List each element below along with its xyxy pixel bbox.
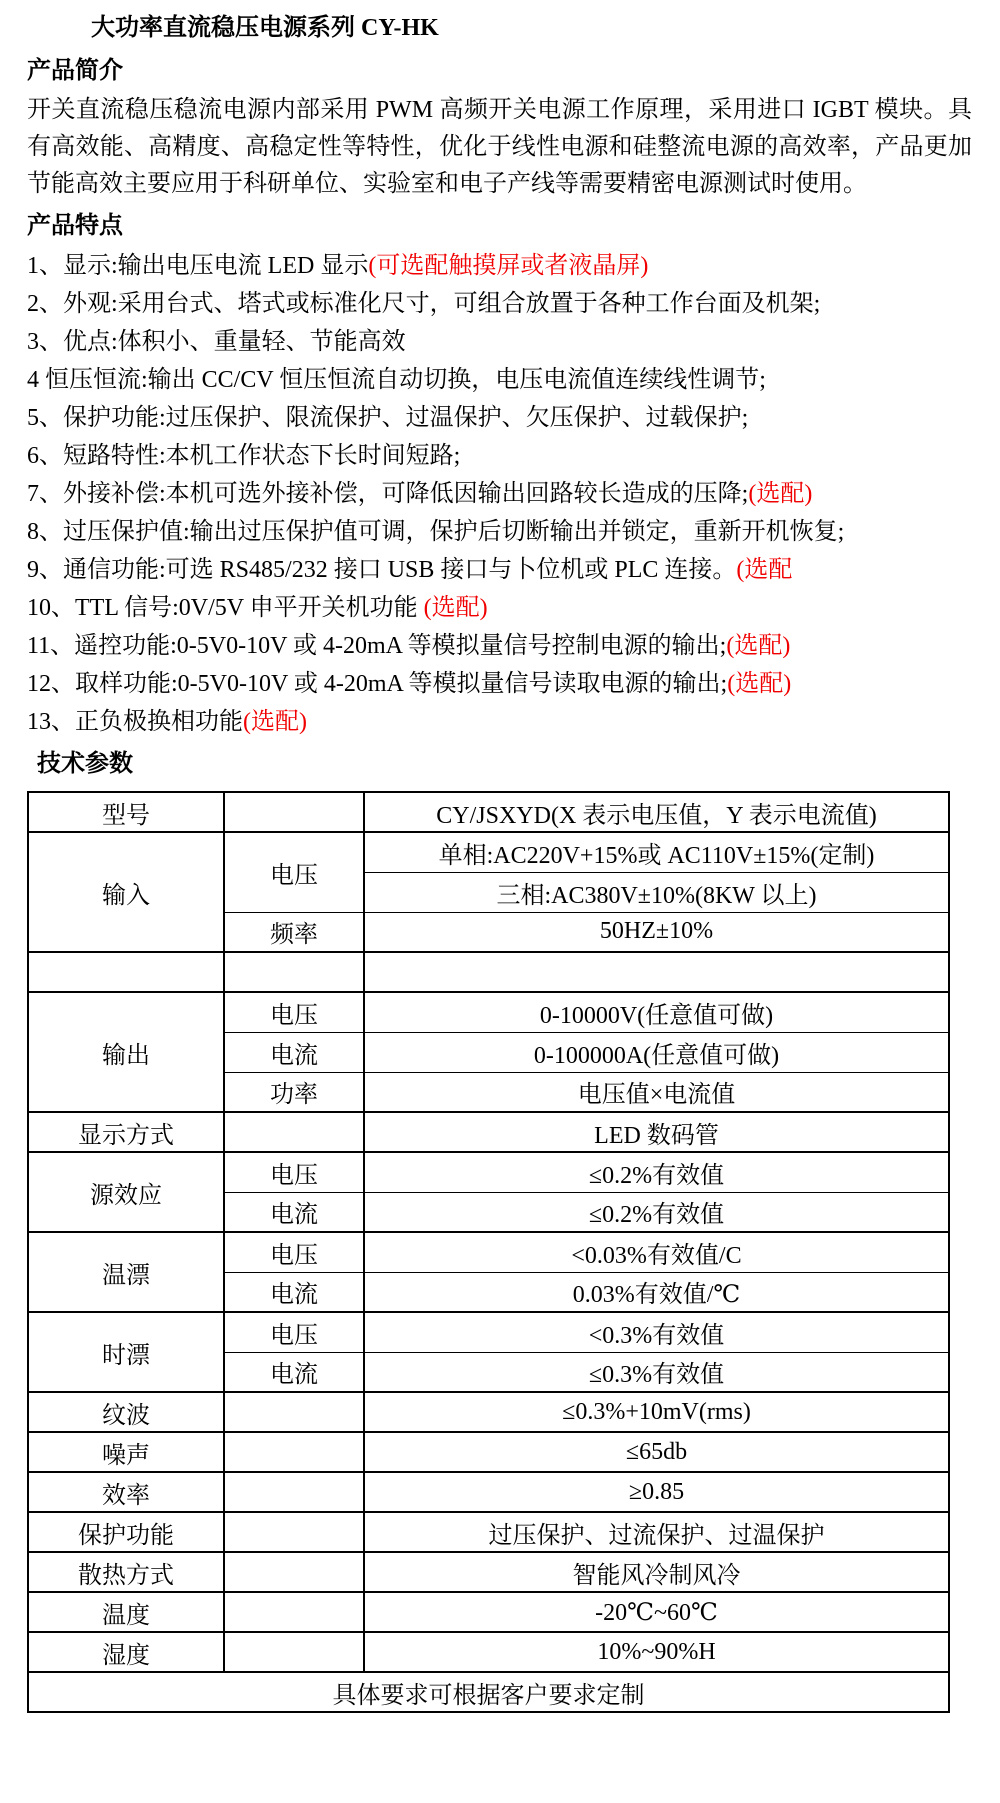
spec-value: LED 数码管 [364, 1112, 949, 1152]
feature-optional-note: (选配) [726, 633, 791, 659]
feature-item-11 [27, 627, 972, 665]
spec-value: ≤0.2%有效值 [364, 1152, 949, 1192]
table-row-input-voltage-1 [28, 832, 949, 872]
spec-sub-label: 电压 [224, 992, 364, 1032]
feature-text: 3、优点:体积小、重量轻、节能高效 [27, 329, 406, 355]
feature-text: 8、过压保护值:输出过压保护值可调，保护后切断输出并锁定，重新开机恢复; [27, 519, 845, 545]
empty-cell [224, 1112, 364, 1152]
spec-value: ≤0.2%有效值 [364, 1192, 949, 1232]
feature-text: 9、通信功能:可选 RS485/232 接口 USB 接口与卜位机或 PLC 连接。 [27, 557, 737, 583]
feature-optional-note: (选配 [736, 557, 793, 583]
table-row-output-voltage [28, 992, 949, 1032]
spec-group-label: 温漂 [28, 1232, 224, 1312]
table-row-temperature [28, 1592, 949, 1632]
spec-label: 型号 [28, 792, 224, 832]
specs-table [27, 791, 950, 1713]
features-list [27, 247, 972, 741]
spec-group-label: 源效应 [28, 1152, 224, 1232]
spec-value: 0.03%有效值/℃ [364, 1272, 949, 1312]
spec-value: <0.3%有效值 [364, 1312, 949, 1352]
table-row-protection [28, 1512, 949, 1552]
features-heading: 产品特点 [27, 213, 123, 239]
spec-label: 显示方式 [28, 1112, 224, 1152]
spec-value: 三相:AC380V±10%(8KW 以上) [364, 872, 949, 912]
spec-sub-label: 电压 [224, 1152, 364, 1192]
spec-sub-label: 功率 [224, 1072, 364, 1112]
feature-text: 11、遥控功能:0-5V0-10V 或 4-20mA 等模拟量信号控制电源的输出; [27, 633, 727, 659]
feature-item-13 [27, 703, 972, 741]
specs-heading: 技术参数 [37, 751, 133, 777]
spec-sub-label: 电压 [224, 1312, 364, 1352]
table-row-ripple [28, 1392, 949, 1432]
table-footer-note: 具体要求可根据客户要求定制 [28, 1672, 949, 1712]
spec-label: 湿度 [28, 1632, 224, 1672]
empty-cell [28, 952, 224, 992]
spec-sub-label: 电流 [224, 1032, 364, 1072]
spec-value: 0-10000V(任意值可做) [364, 992, 949, 1032]
feature-item-5 [27, 399, 972, 437]
feature-item-12 [27, 665, 972, 703]
spec-value: ≥0.85 [364, 1472, 949, 1512]
feature-text: 13、正负极换相功能 [27, 709, 243, 735]
table-row-display [28, 1112, 949, 1152]
spec-sub-label: 电压 [224, 1232, 364, 1272]
page-title: 大功率直流稳压电源系列 CY-HK [91, 15, 439, 41]
spec-value: CY/JSXYD(X 表示电压值，Y 表示电流值) [364, 792, 949, 832]
spec-label: 温度 [28, 1592, 224, 1632]
spec-value: -20℃~60℃ [364, 1592, 949, 1632]
feature-text: 12、取样功能:0-5V0-10V 或 4-20mA 等模拟量信号读取电源的输出; [27, 671, 728, 697]
empty-cell [224, 952, 364, 992]
spec-value: 电压值×电流值 [364, 1072, 949, 1112]
feature-item-8 [27, 513, 972, 551]
spec-label: 噪声 [28, 1432, 224, 1472]
feature-item-10 [27, 589, 972, 627]
table-row-time-drift-voltage [28, 1312, 949, 1352]
feature-text: 1、显示:输出电压电流 LED 显示 [27, 253, 369, 279]
empty-cell [224, 1472, 364, 1512]
spec-value: 50HZ±10% [364, 912, 949, 952]
table-row-model [28, 792, 949, 832]
table-row-efficiency [28, 1472, 949, 1512]
spec-sub-label: 频率 [224, 912, 364, 952]
spec-value: 智能风冷制风冷 [364, 1552, 949, 1592]
empty-cell [224, 1512, 364, 1552]
spec-value: 0-100000A(任意值可做) [364, 1032, 949, 1072]
feature-text: 2、外观:采用台式、塔式或标准化尺寸，可组合放置于各种工作台面及机架; [27, 291, 821, 317]
empty-cell [364, 952, 949, 992]
feature-item-9 [27, 551, 972, 589]
feature-item-6 [27, 437, 972, 475]
spec-value: <0.03%有效值/C [364, 1232, 949, 1272]
feature-item-7 [27, 475, 972, 513]
empty-cell [224, 1392, 364, 1432]
intro-heading: 产品简介 [27, 58, 123, 84]
table-row-footer [28, 1672, 949, 1712]
feature-optional-note: (可选配触摸屏或者液晶屏) [368, 253, 649, 279]
empty-cell [224, 792, 364, 832]
table-row-humidity [28, 1632, 949, 1672]
feature-item-4 [27, 361, 972, 399]
table-row-cooling [28, 1552, 949, 1592]
feature-text: 6、短路特性:本机工作状态下长时间短路; [27, 443, 461, 469]
feature-text: 10、TTL 信号:0V/5V 申平开关机功能 [27, 595, 424, 621]
spec-group-label: 输入 [28, 832, 224, 952]
feature-optional-note: (选配) [243, 709, 307, 735]
feature-text: 4 恒压恒流:输出 CC/CV 恒压恒流自动切换，电压电流值连续线性调节; [27, 367, 766, 393]
table-row-source-effect-voltage [28, 1152, 949, 1192]
spec-value: 单相:AC220V+15%或 AC110V±15%(定制) [364, 832, 949, 872]
spec-value: ≤0.3%+10mV(rms) [364, 1392, 949, 1432]
table-row-noise [28, 1432, 949, 1472]
spec-sub-label: 电压 [224, 832, 364, 912]
table-row-spacer [28, 952, 949, 992]
empty-cell [224, 1552, 364, 1592]
feature-optional-note: (选配) [727, 671, 792, 697]
feature-item-2 [27, 285, 972, 323]
spec-sub-label: 电流 [224, 1192, 364, 1232]
feature-text: 7、外接补偿:本机可选外接补偿，可降低因输出回路较长造成的压降; [27, 481, 749, 507]
feature-item-1 [27, 247, 972, 285]
spec-value: 过压保护、过流保护、过温保护 [364, 1512, 949, 1552]
table-row-temp-drift-voltage [28, 1232, 949, 1272]
spec-value: ≤65db [364, 1432, 949, 1472]
spec-label: 效率 [28, 1472, 224, 1512]
intro-paragraph: 开关直流稳压稳流电源内部采用 PWM 高频开关电源工作原理，采用进口 IGBT 模块。具有高效能、高精度、高稳定性等特性，优化于线性电源和硅整流电源的高效率，产品更加节能高效主要应用于科研单位、实验室和电子产线等需要精密电源测试时使用。 [27, 97, 972, 197]
spec-group-label: 时漂 [28, 1312, 224, 1392]
spec-sub-label: 电流 [224, 1272, 364, 1312]
feature-item-3 [27, 323, 972, 361]
empty-cell [224, 1432, 364, 1472]
spec-value: ≤0.3%有效值 [364, 1352, 949, 1392]
spec-label: 保护功能 [28, 1512, 224, 1552]
empty-cell [224, 1632, 364, 1672]
spec-group-label: 输出 [28, 992, 224, 1112]
feature-optional-note: (选配) [423, 595, 488, 621]
spec-sub-label: 电流 [224, 1352, 364, 1392]
spec-label: 纹波 [28, 1392, 224, 1432]
spec-label: 散热方式 [28, 1552, 224, 1592]
feature-text: 5、保护功能:过压保护、限流保护、过温保护、欠压保护、过载保护; [27, 405, 749, 431]
empty-cell [224, 1592, 364, 1632]
feature-optional-note: (选配) [748, 481, 813, 507]
spec-value: 10%~90%H [364, 1632, 949, 1672]
